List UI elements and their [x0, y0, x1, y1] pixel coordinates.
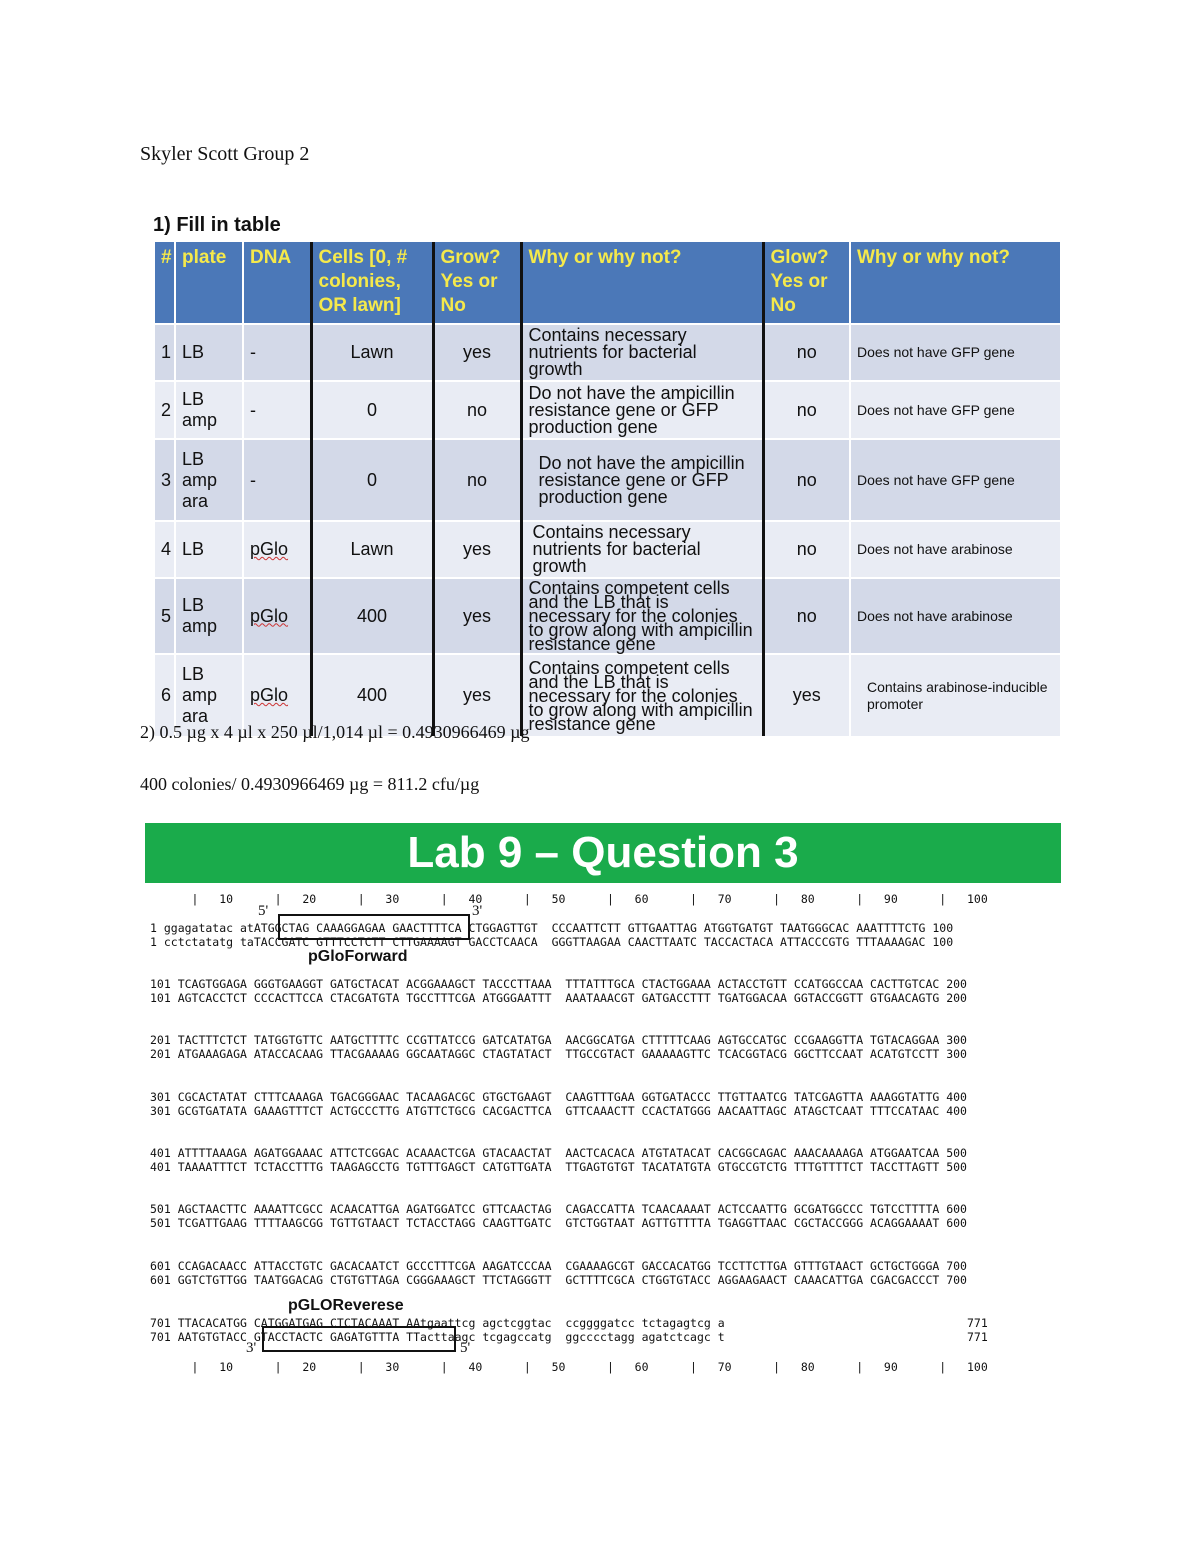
column-header-dna: DNA — [243, 242, 311, 324]
table-row — [155, 324, 1061, 381]
table-row — [155, 521, 1061, 578]
row-grow-why: Contains necessary nutrients for bacterial growth — [521, 324, 763, 381]
row-glow: yes — [763, 654, 850, 736]
column-header-number: # — [155, 242, 175, 324]
row-glow-why: Does not have GFP gene — [850, 381, 1061, 439]
reverse-5-prime-mark: 5' — [460, 1340, 471, 1356]
table-row — [155, 439, 1061, 521]
row-number: 5 — [155, 578, 175, 654]
row-grow: yes — [433, 578, 521, 654]
question-3-banner: Lab 9 – Question 3 — [145, 823, 1061, 883]
row-plate: LB amp ara — [175, 439, 243, 521]
sequence-block: 601 CCAGACAACC ATTACCTGTC GACACAATCT GCCCTTTCGA AAGATCCCAA CGAAAAGCGT GACCACATGG TCCTTCTTGA GTTTGTAACT GCTGCTGGGA 700 601 GGTCTGTTGG TAATGGACAG CTGTGTTAGA CGGGAAAGCT TTCTAGGGTT GCTTTTCGCA CTGGTGTACC AGGAAGAACT CAAACATTGA CGACGACCCT 700 — [150, 1259, 967, 1287]
row-grow-why: Contains competent cells and the LB that is necessary for the colonies to grow along with ampicillin resistance gene — [521, 654, 763, 736]
row-grow: no — [433, 381, 521, 439]
question-2-line-2: 400 colonies/ 0.4930966469 µg = 811.2 cfu/µg — [140, 774, 480, 794]
row-plate: LB amp — [175, 578, 243, 654]
column-header-plate: plate — [175, 242, 243, 324]
row-grow: yes — [433, 654, 521, 736]
row-glow: no — [763, 521, 850, 578]
row-glow-why: Does not have arabinose — [850, 578, 1061, 654]
reverse-primer-box — [262, 1326, 456, 1352]
column-header-glow-why: Why or why not? — [850, 242, 1061, 324]
row-glow-why: Contains arabinose-inducible promoter — [850, 654, 1061, 736]
sequence-block: 101 TCAGTGGAGA GGGTGAAGGT GATGCTACAT ACGGAAAGCT TACCCTTAAA TTTATTTGCA CTACTGGAAA ACTACCTGTT CCATGGCCAA CACTTGTCAC 200 101 AGTCACCTCT CCCACTTCCA CTACGATGTA TGCCTTTCGA ATGGGAATTT AAATAAACGT GATGACCTTT TGATGGACAA GGTACCGGTT GTGAACAGTG 200 — [150, 977, 967, 1005]
row-cells: 400 — [311, 654, 433, 736]
table-row — [155, 578, 1061, 654]
sequence-block: 201 TACTTTCTCT TATGGTGTTC AATGCTTTTC CCGTTATCCG GATCATATGA AACGGCATGA CTTTTTCAAG AGTGCCATGC CCGAAGGTTA TGTACAGGAA 300 201 ATGAAAGAGA ATACCACAAG TTACGAAAAG GGCAATAGGC CTAGTATACT TTGCCGTACT GAAAAAGTTC TCACGGTACG GGCTTCCAAT ACATGTCCTT 300 — [150, 1033, 967, 1061]
row-glow-why: Does not have GFP gene — [850, 439, 1061, 521]
forward-primer-box — [278, 914, 470, 940]
forward-3-prime-mark: 3' — [472, 903, 483, 919]
table-row — [155, 381, 1061, 439]
sequence-ruler-bottom: | 10 | 20 | 30 | 40 | 50 | 60 | 70 | 80 | 90 | 100 — [150, 1360, 988, 1374]
row-cells: 400 — [311, 578, 433, 654]
row-glow: no — [763, 578, 850, 654]
forward-5-prime-mark: 5' — [258, 903, 269, 919]
row-grow-why: Contains necessary nutrients for bacterial growth — [521, 521, 763, 578]
row-grow: yes — [433, 324, 521, 381]
row-dna: pGlo — [243, 654, 311, 736]
row-number: 4 — [155, 521, 175, 578]
row-glow-why: Does not have GFP gene — [850, 324, 1061, 381]
row-cells: 0 — [311, 439, 433, 521]
column-header-grow-why: Why or why not? — [521, 242, 763, 324]
question-1-title: 1) Fill in table — [153, 214, 281, 236]
row-dna: - — [243, 324, 311, 381]
row-plate: LB — [175, 521, 243, 578]
column-header-glow: Glow? Yes or No — [763, 242, 850, 324]
student-group-header: Skyler Scott Group 2 — [140, 143, 310, 165]
row-dna: pGlo — [243, 578, 311, 654]
row-grow-why: Do not have the ampicillin resistance gene or GFP production gene — [521, 439, 763, 521]
column-header-cells: Cells [0, # colonies, OR lawn] — [311, 242, 433, 324]
row-plate: LB — [175, 324, 243, 381]
row-plate: LB amp ara — [175, 654, 243, 736]
question-2-line-1: 2) 0.5 µg x 4 µl x 250 µl/1,014 µl = 0.4930966469 µg — [140, 722, 530, 742]
row-grow-why: Contains competent cells and the LB that is necessary for the colonies to grow along with ampicillin resistance gene — [521, 578, 763, 654]
row-glow: no — [763, 324, 850, 381]
row-glow: no — [763, 381, 850, 439]
reverse-3-prime-mark: 3' — [246, 1340, 257, 1356]
row-dna: - — [243, 439, 311, 521]
row-cells: Lawn — [311, 324, 433, 381]
row-cells: Lawn — [311, 521, 433, 578]
row-grow-why: Do not have the ampicillin resistance gene or GFP production gene — [521, 381, 763, 439]
row-grow: yes — [433, 521, 521, 578]
forward-primer-label: pGloForward — [308, 948, 408, 965]
row-glow-why: Does not have arabinose — [850, 521, 1061, 578]
column-header-grow: Grow? Yes or No — [433, 242, 521, 324]
row-dna: pGlo — [243, 521, 311, 578]
row-grow: no — [433, 439, 521, 521]
sequence-block: 301 CGCACTATAT CTTTCAAAGA TGACGGGAAC TACAAGACGC GTGCTGAAGT CAAGTTTGAA GGTGATACCC TTGTTAATCG TATCGAGTTA AAAGGTATTG 400 301 GCGTGATATA GAAAGTTTCT ACTGCCCTTG ATGTTCTGCG CACGACTTCA GTTCAAACTT CCACTATGGG AACAATTAGC ATAGCTCAAT TTTCCATAAC 400 — [150, 1090, 967, 1118]
row-plate: LB amp — [175, 381, 243, 439]
row-glow: no — [763, 439, 850, 521]
sequence-block: 1 ggagatatac atATGGCTAG CAAAGGAGAA GAACTTTTCA CTGGAGTTGT CCCAATTCTT GTTGAATTAG ATGGTGATGT TAATGGGCAC AAATTTTCTG 100 1 cctctatatg taTACCGATC GTTTCCTCTT CTTGAAAAGT GACCTCAACA GGGTTAAGAA CAACTTAATC TACCACTACA ATTACCCGTG TTTAAAAGAC 100 — [150, 921, 954, 949]
sequence-block: 501 AGCTAACTTC AAAATTCGCC ACAACATTGA AGATGGATCC GTTCAACTAG CAGACCATTA TCAACAAAAT ACTCCAATTG GCGATGGCCC TGTCCTTTTA 600 501 TCGATTGAAG TTTTAAGCGG TGTTGTAACT TCTACCTAGG CAAGTTGATC GTCTGGTAAT AGTTGTTTTA TGAGGTTAAC CGCTACCGGG ACAGGAAAAT 600 — [150, 1202, 967, 1230]
sequence-block: 701 TTACACATGG CATGGATGAG CTCTACAAAT AAtgaattcg agctcggtac ccggggatcc tctagagtcg a 771 701 AATGTGTACC GTACCTACTC GAGATGTTTA TTacttaagc tcgagccatg ggcccctagg agatctcagc t 771 — [150, 1316, 988, 1344]
row-dna: - — [243, 381, 311, 439]
sequence-block: 401 ATTTTAAAGA AGATGGAAAC ATTCTCGGAC ACAAACTCGA GTACAACTAT AACTCACACA ATGTATACAT CACGGCAGAC AAACAAAAGA ATGGAATCAA 500 401 TAAAATTTCT TCTACCTTTG TAAGAGCCTG TGTTTGAGCT CATGTTGATA TTGAGTGTGT TACATATGTA GTGCCGTCTG TTTGTTTTCT TACCTTAGTT 500 — [150, 1146, 967, 1174]
reverse-primer-label: pGLOReverese — [288, 1297, 404, 1314]
row-number: 2 — [155, 381, 175, 439]
row-cells: 0 — [311, 381, 433, 439]
row-number: 6 — [155, 654, 175, 736]
row-number: 3 — [155, 439, 175, 521]
plates-table — [155, 242, 1062, 736]
row-number: 1 — [155, 324, 175, 381]
sequence-ruler-top: | 10 | 20 | 30 | 40 | 50 | 60 | 70 | 80 | 90 | 100 — [150, 892, 988, 906]
